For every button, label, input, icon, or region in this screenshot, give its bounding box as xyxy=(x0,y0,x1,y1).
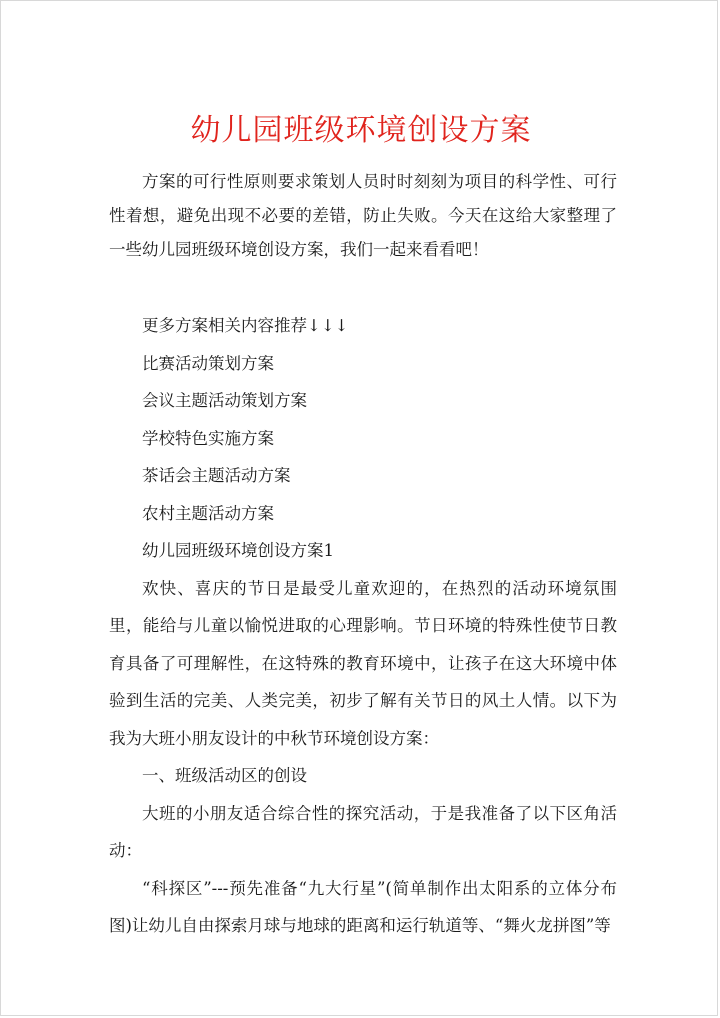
related-link[interactable]: 学校特色实施方案 xyxy=(142,428,274,448)
body-paragraph: “科探区”---预先准备“九大行星”(简单制作出太阳系的立体分布图)让幼儿自由探索月球与地球的距离和运行轨道等、“舞火龙拼图”等 xyxy=(109,878,617,935)
body-paragraph: 大班的小朋友适合综合性的探究活动，于是我准备了以下区角活动： xyxy=(109,803,617,860)
related-link[interactable]: 茶话会主题活动方案 xyxy=(142,466,291,485)
intro-paragraph: 方案的可行性原则要求策划人员时时刻刻为项目的科学性、可行性着想，避免出现不必要的差错，防止失败。今天在这给大家整理了一些幼儿园班级环境创设方案，我们一起来看看吧！ xyxy=(109,172,617,259)
spacer xyxy=(109,267,617,307)
document-body xyxy=(109,165,617,945)
more-recommendations-heading: 更多方案相关内容推荐↓↓↓ xyxy=(142,316,349,335)
subheading: 一、班级活动区的创设 xyxy=(142,766,307,785)
related-link[interactable]: 农村主题活动方案 xyxy=(142,503,274,523)
related-link[interactable]: 会议主题活动策划方案 xyxy=(142,391,307,410)
section-title: 幼儿园班级环境创设方案1 xyxy=(142,541,334,560)
related-link[interactable]: 比赛活动策划方案 xyxy=(142,353,274,373)
document-title: 幼儿园班级环境创设方案 xyxy=(190,113,532,148)
body-paragraph: 欢快、喜庆的节日是最受儿童欢迎的，在热烈的活动环境氛围里，能给与儿童以愉悦进取的心理影响。节日环境的特殊性使节日教育具备了可理解性，在这特殊的教育环境中，让孩子在这大环境中体验到生活的完美、人类完美，初步了解有关节日的风土人情。以下为我为大班小朋友设计的中秋节环境创设方案： xyxy=(109,578,617,748)
